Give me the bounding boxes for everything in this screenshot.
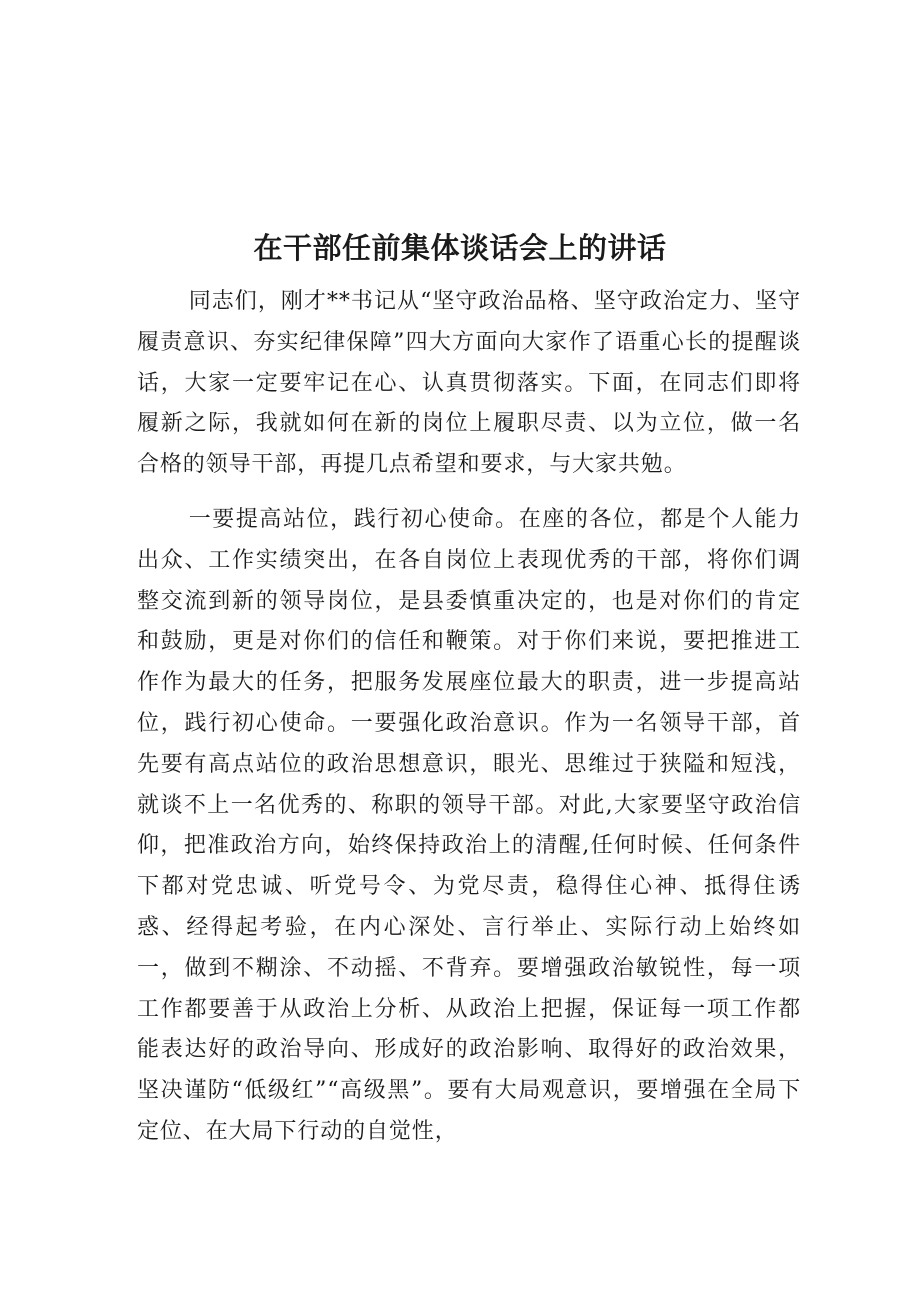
- paragraph-opening: 同志们，刚才**书记从“坚守政治品格、坚守政治定力、坚守履责意识、夯实纪律保障”四大方面向大家作了语重心长的提醒谈话，大家一定要牢记在心、认真贯彻落实。下面，在同志们即将履新之际，我就如何在新的岗位上履职尽责、以为立位，做一名合格的领导干部，再提几点希望和要求，与大家共勉。: [137, 289, 801, 478]
- document-title: 在干部任前集体谈话会上的讲话: [253, 231, 667, 265]
- paragraph-first-point: 一要提高站位，践行初心使命。在座的各位，都是个人能力出众、工作实绩突出，在各自岗位上表现优秀的干部，将你们调整交流到新的领导岗位，是县委慎重决定的，也是对你们的肯定和鼓励，更是对你们的信任和鞭策。对于你们来说，要把推进工作作为最大的任务，把服务发展座位最大的职责，进一步提高站位，践行初心使命。一要强化政治意识。作为一名领导干部，首先要有高点站位的政治思想意识，眼光、思维过于狭隘和短浅，就谈不上一名优秀的、称职的领导干部。对此,大家要坚守政治信仰，把准政治方向，始终保持政治上的清醒,任何时候、任何条件下都对党忠诚、听党号令、为党尽责，稳得住心神、抵得住诱惑、经得起考验，在内心深处、言行举止、实际行动上始终如一，做到不糊涂、不动摇、不背弃。要增强政治敏锐性，每一项工作都要善于从政治上分析、从政治上把握，保证每一项工作都能表达好的政治导向、形成好的政治影响、取得好的政治效果，坚决谨防“低级红”“高级黑”。要有大局观意识，要增强在全局下定位、在大局下行动的自觉性，: [137, 507, 801, 1144]
